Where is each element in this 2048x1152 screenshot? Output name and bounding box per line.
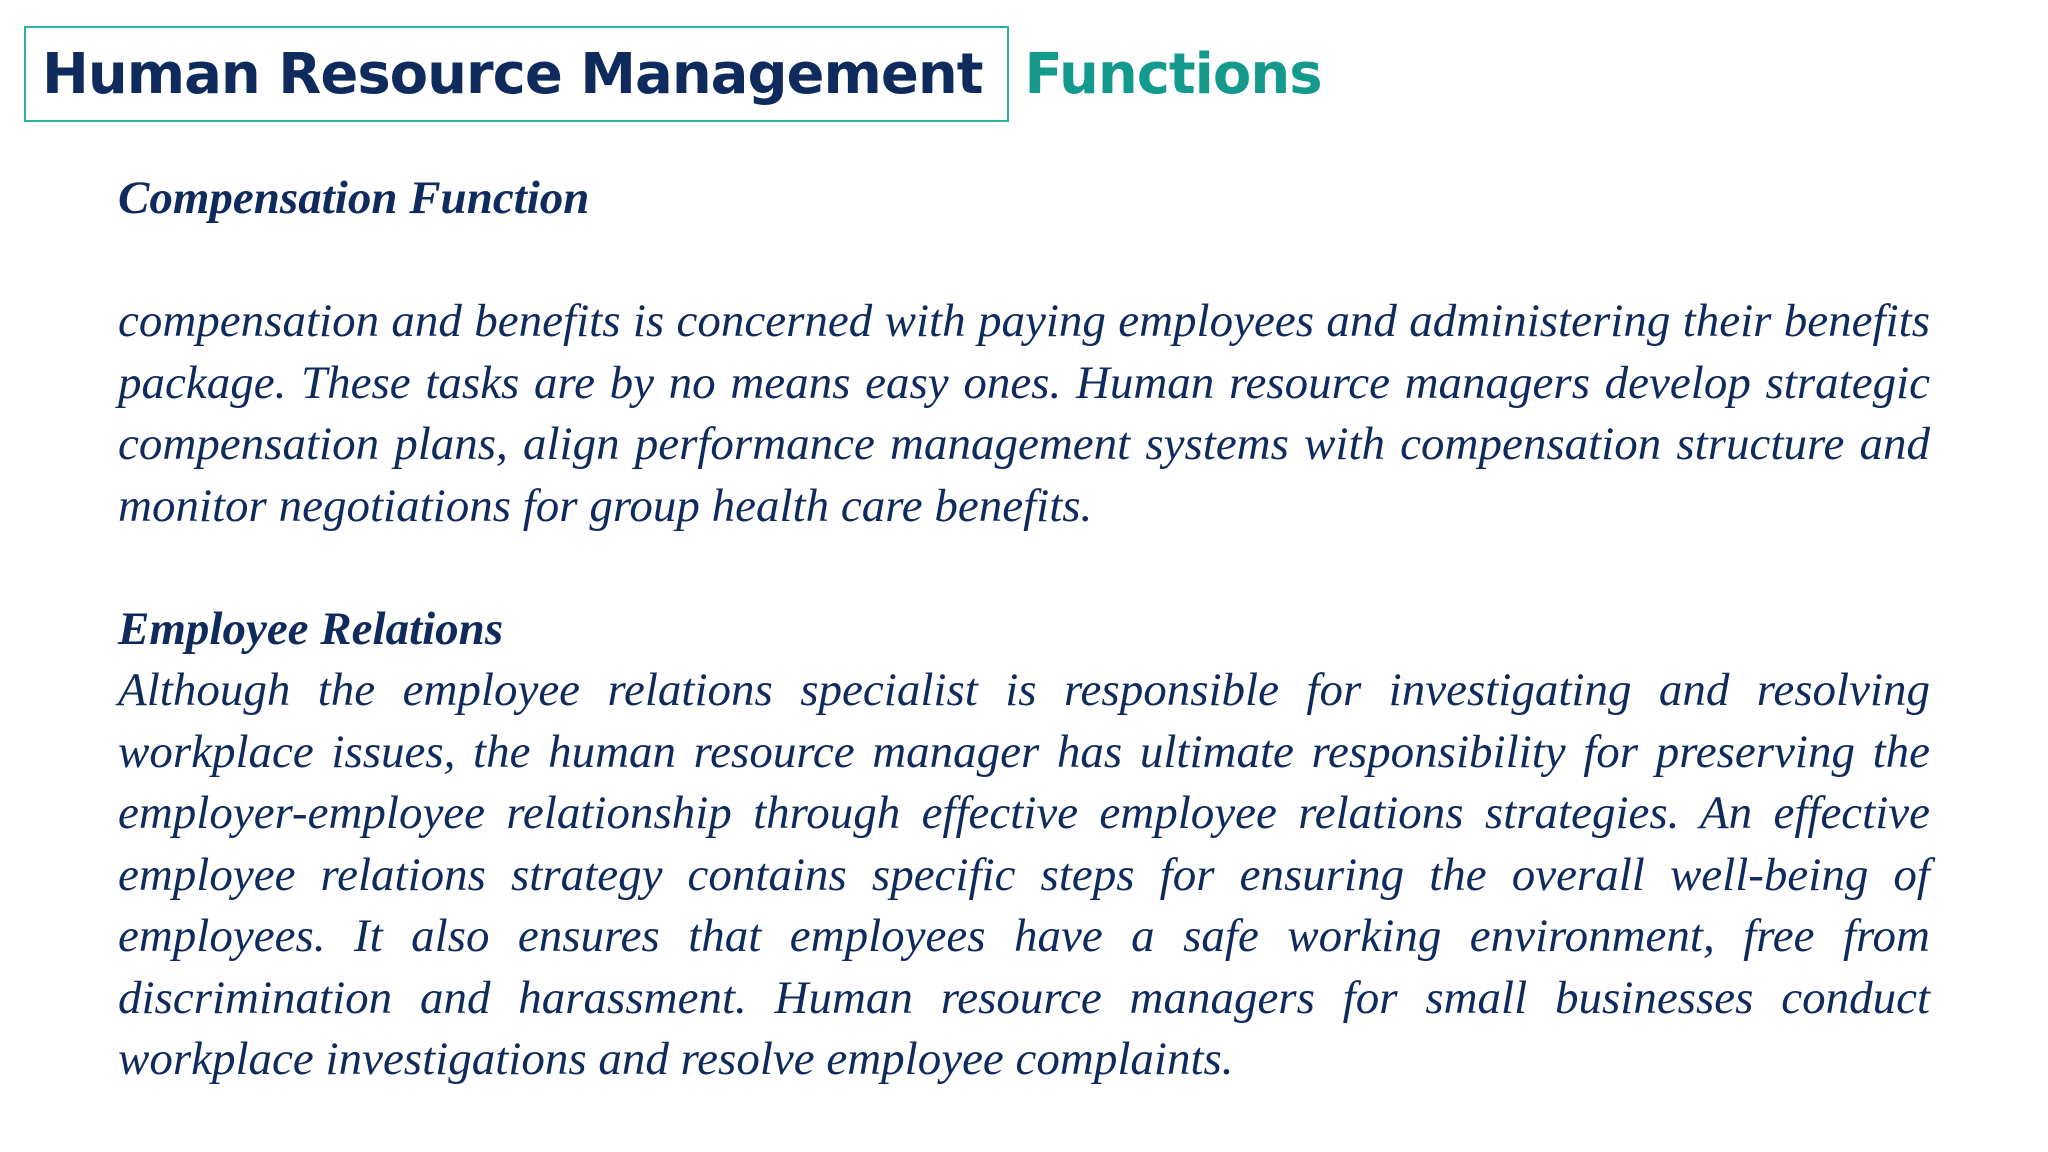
slide-content — [118, 168, 1930, 1091]
slide-title: Human Resource Management — [24, 26, 1009, 122]
slide-title-bar — [24, 24, 1322, 124]
slide-title-accent: Functions — [1024, 41, 1322, 107]
section-heading-employee-relations: Employee Relations — [118, 602, 504, 655]
section-body-employee-relations: Although the employee relations specialist is responsible for investigating and resolving workplace issues, the human resource manager has ultimate responsibility for preserving the employer-employee relationship through effective employee relations strategies. An effective employee relations strategy contains specific steps for ensuring the overall well-being of employees. It also ensures that employees have a safe working environment, free from discrimination and harassment. Human resource managers for small businesses conduct workplace investigations and resolve employee complaints. — [118, 664, 1930, 1085]
section-body-compensation: compensation and benefits is concerned with paying employees and administering their benefits package. These tasks are by no means easy ones. Human resource managers develop strategic compensation plans, align performance management systems with compensation structure and monitor negotiations for group health care benefits. — [118, 295, 1930, 532]
section-heading-compensation: Compensation Function — [118, 172, 590, 224]
